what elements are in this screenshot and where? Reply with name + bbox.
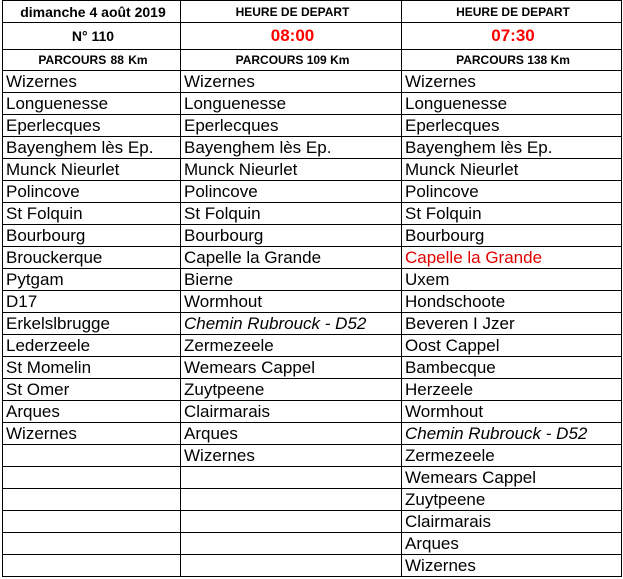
- route-cell-col2[interactable]: Zermezeele: [181, 335, 402, 357]
- table-row: [3, 291, 622, 313]
- table-row: [3, 313, 622, 335]
- route-cell-col3[interactable]: Bayenghem lès Ep.: [402, 137, 622, 159]
- ride-number[interactable]: N° 110: [3, 23, 181, 50]
- route-cell-col3[interactable]: Chemin Rubrouck - D52: [402, 423, 622, 445]
- table-row: [3, 93, 622, 115]
- route-cell-col1[interactable]: [3, 533, 181, 555]
- table-row: [3, 489, 622, 511]
- route-cell-col3[interactable]: Bourbourg: [402, 225, 622, 247]
- route-cell-col2[interactable]: Arques: [181, 423, 402, 445]
- route-cell-col2[interactable]: [181, 533, 402, 555]
- route-cell-col1[interactable]: [3, 489, 181, 511]
- ride-date[interactable]: dimanche 4 août 2019: [3, 1, 181, 23]
- route-cell-col3[interactable]: Zuytpeene: [402, 489, 622, 511]
- route-cell-col3[interactable]: St Folquin: [402, 203, 622, 225]
- route-cell-col2[interactable]: Capelle la Grande: [181, 247, 402, 269]
- route-cell-col1[interactable]: Bourbourg: [3, 225, 181, 247]
- route-cell-col2[interactable]: Wemears Cappel: [181, 357, 402, 379]
- table-row: [3, 445, 622, 467]
- route-cell-col2[interactable]: [181, 555, 402, 577]
- route-cell-col1[interactable]: Pytgam: [3, 269, 181, 291]
- table-row: [3, 401, 622, 423]
- route-cell-col3[interactable]: Wemears Cappel: [402, 467, 622, 489]
- route-cell-col2[interactable]: Zuytpeene: [181, 379, 402, 401]
- header-row-parcours: [3, 50, 622, 71]
- route-cell-col1[interactable]: [3, 467, 181, 489]
- route-cell-col1[interactable]: St Folquin: [3, 203, 181, 225]
- table-row: [3, 181, 622, 203]
- route-cell-col3[interactable]: Uxem: [402, 269, 622, 291]
- table-row: [3, 357, 622, 379]
- departure-time-col2[interactable]: 08:00: [181, 23, 402, 50]
- route-cell-col3[interactable]: Capelle la Grande: [402, 247, 622, 269]
- table-row: [3, 115, 622, 137]
- table-row: [3, 533, 622, 555]
- header-row-time: [3, 23, 622, 50]
- route-cell-col1[interactable]: [3, 445, 181, 467]
- route-cell-col3[interactable]: Bambecque: [402, 357, 622, 379]
- route-cell-col2[interactable]: Clairmarais: [181, 401, 402, 423]
- parcours-88-label[interactable]: PARCOURS 88 Km: [3, 50, 181, 71]
- route-cell-col2[interactable]: [181, 467, 402, 489]
- route-cell-col1[interactable]: Erkelslbrugge: [3, 313, 181, 335]
- route-cell-col2[interactable]: Polincove: [181, 181, 402, 203]
- route-cell-col1[interactable]: Longuenesse: [3, 93, 181, 115]
- route-cell-col3[interactable]: Wizernes: [402, 555, 622, 577]
- table-row: [3, 159, 622, 181]
- route-cell-col1[interactable]: St Momelin: [3, 357, 181, 379]
- route-cell-col2[interactable]: [181, 489, 402, 511]
- table-row: [3, 225, 622, 247]
- route-cell-col3[interactable]: Herzeele: [402, 379, 622, 401]
- parcours-138-label[interactable]: PARCOURS 138 Km: [402, 50, 622, 71]
- table-row: [3, 71, 622, 93]
- route-cell-col1[interactable]: Bayenghem lès Ep.: [3, 137, 181, 159]
- route-schedule-table: [2, 0, 622, 577]
- route-cell-col2[interactable]: Longuenesse: [181, 93, 402, 115]
- route-cell-col3[interactable]: Wormhout: [402, 401, 622, 423]
- table-row: [3, 379, 622, 401]
- route-cell-col3[interactable]: Hondschoote: [402, 291, 622, 313]
- route-cell-col1[interactable]: Brouckerque: [3, 247, 181, 269]
- route-cell-col3[interactable]: Beveren I Jzer: [402, 313, 622, 335]
- parcours-109-label[interactable]: PARCOURS 109 Km: [181, 50, 402, 71]
- route-cell-col3[interactable]: Polincove: [402, 181, 622, 203]
- route-cell-col2[interactable]: Bierne: [181, 269, 402, 291]
- route-cell-col3[interactable]: Wizernes: [402, 71, 622, 93]
- route-cell-col3[interactable]: Eperlecques: [402, 115, 622, 137]
- table-row: [3, 511, 622, 533]
- route-cell-col3[interactable]: Zermezeele: [402, 445, 622, 467]
- route-cell-col2[interactable]: Wormhout: [181, 291, 402, 313]
- route-cell-col1[interactable]: [3, 511, 181, 533]
- route-cell-col2[interactable]: St Folquin: [181, 203, 402, 225]
- route-cell-col1[interactable]: D17: [3, 291, 181, 313]
- route-cell-col3[interactable]: Longuenesse: [402, 93, 622, 115]
- route-cell-col2[interactable]: Munck Nieurlet: [181, 159, 402, 181]
- route-cell-col2[interactable]: Wizernes: [181, 71, 402, 93]
- route-cell-col1[interactable]: Eperlecques: [3, 115, 181, 137]
- table-row: [3, 247, 622, 269]
- route-cell-col3[interactable]: Clairmarais: [402, 511, 622, 533]
- table-row: [3, 335, 622, 357]
- route-cell-col1[interactable]: Lederzeele: [3, 335, 181, 357]
- route-cell-col2[interactable]: [181, 511, 402, 533]
- table-row: [3, 137, 622, 159]
- route-cell-col1[interactable]: Polincove: [3, 181, 181, 203]
- table-row: [3, 555, 622, 577]
- route-cell-col2[interactable]: Bourbourg: [181, 225, 402, 247]
- departure-time-col3[interactable]: 07:30: [402, 23, 622, 50]
- table-row: [3, 269, 622, 291]
- route-cell-col2[interactable]: Eperlecques: [181, 115, 402, 137]
- route-cell-col3[interactable]: Munck Nieurlet: [402, 159, 622, 181]
- departure-label-col2[interactable]: HEURE DE DEPART: [181, 1, 402, 23]
- route-cell-col3[interactable]: Oost Cappel: [402, 335, 622, 357]
- route-cell-col2[interactable]: Bayenghem lès Ep.: [181, 137, 402, 159]
- route-cell-col1[interactable]: Munck Nieurlet: [3, 159, 181, 181]
- route-cell-col1[interactable]: St Omer: [3, 379, 181, 401]
- table-row: [3, 203, 622, 225]
- route-cell-col2[interactable]: Wizernes: [181, 445, 402, 467]
- route-cell-col1[interactable]: [3, 555, 181, 577]
- route-cell-col2[interactable]: Chemin Rubrouck - D52: [181, 313, 402, 335]
- header-row-date: [3, 1, 622, 23]
- table-row: [3, 467, 622, 489]
- route-cell-col3[interactable]: Arques: [402, 533, 622, 555]
- departure-label-col3[interactable]: HEURE DE DEPART: [402, 1, 622, 23]
- route-cell-col1[interactable]: Wizernes: [3, 71, 181, 93]
- table-row: [3, 423, 622, 445]
- route-cell-col1[interactable]: Wizernes: [3, 423, 181, 445]
- route-cell-col1[interactable]: Arques: [3, 401, 181, 423]
